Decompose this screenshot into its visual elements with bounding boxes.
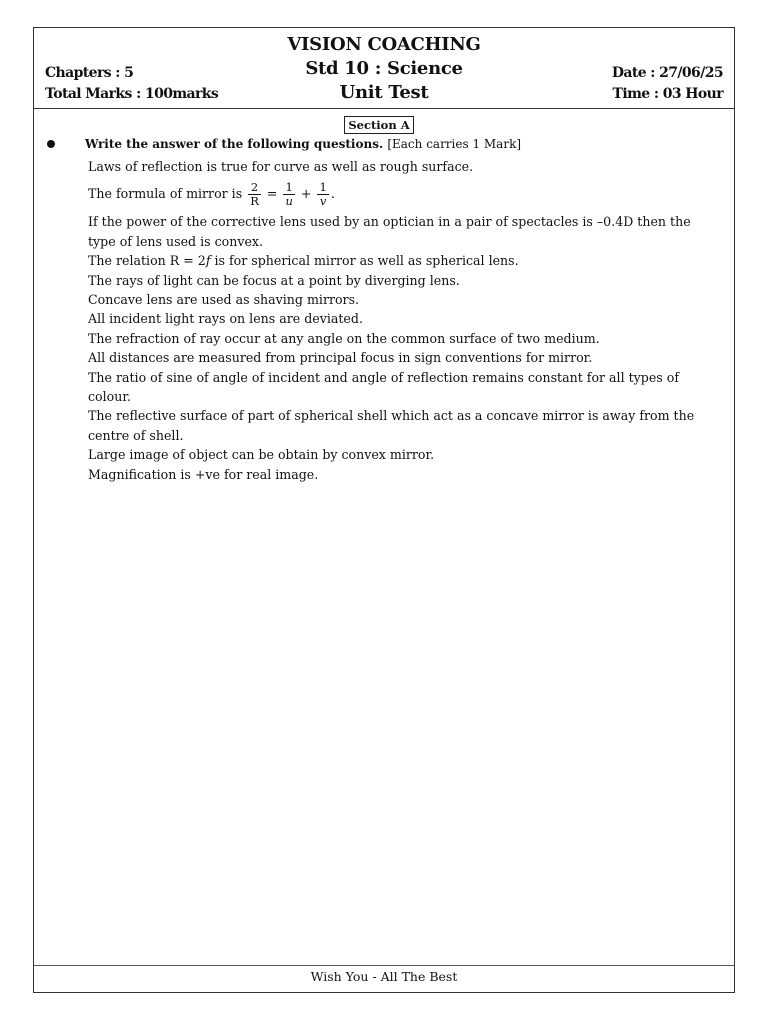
question-item-relation xyxy=(88,251,712,270)
relation-variable: f xyxy=(205,253,211,269)
relation-suffix: is for spherical mirror as well as spherical lens. xyxy=(210,253,519,269)
section-label: Section A xyxy=(344,116,414,134)
standard-subject: Std 10 : Science xyxy=(305,58,463,79)
question-item: The ratio of sine of angle of incident and angle of reflection remains constant for all types of colour. xyxy=(88,369,680,405)
question-item: Magnification is +ve for real image. xyxy=(88,466,319,482)
fraction-denominator: v xyxy=(319,194,327,209)
exam-duration: Time : 03 Hour xyxy=(612,86,723,102)
equals-sign: = xyxy=(266,186,278,202)
plus-sign: + xyxy=(300,186,312,202)
question-item: The reflective surface of part of spherical shell which act as a concave mirror is away from the centre of shell. xyxy=(88,408,695,443)
exam-date: Date : 27/06/25 xyxy=(611,65,723,81)
fraction-numerator: 1 xyxy=(319,180,327,195)
question-item-formula xyxy=(88,176,712,212)
question-item: The refraction of ray occur at any angle on the common surface of two medium. xyxy=(88,330,600,346)
fraction-numerator: 1 xyxy=(283,181,294,195)
exam-paper-frame xyxy=(33,27,735,993)
marks-note: [Each carries 1 Mark] xyxy=(387,137,522,151)
formula-end: . xyxy=(330,186,335,202)
institute-name: VISION COACHING xyxy=(287,34,481,55)
question-list xyxy=(88,157,712,484)
footer-divider xyxy=(34,965,734,966)
fraction-numerator: 2 xyxy=(248,181,261,195)
question-item: Laws of reflection is true for curve as well as rough surface. xyxy=(88,159,474,174)
chapters-count: Chapters : 5 xyxy=(45,65,134,81)
question-item: All incident light rays on lens are deviated. xyxy=(88,311,363,327)
formula-prefix: The formula of mirror is xyxy=(88,186,243,202)
total-marks: Total Marks : 100marks xyxy=(45,86,219,102)
question-item: If the power of the corrective lens used by an optician in a pair of spectacles is –0.4D then the type of lens used is convex. xyxy=(88,214,691,249)
question-item: The rays of light can be focus at a point by diverging lens. xyxy=(88,272,460,288)
question-item: Concave lens are used as shaving mirrors. xyxy=(88,292,360,308)
fraction-1-over-u xyxy=(283,181,294,208)
fraction-denominator: u xyxy=(285,194,293,209)
test-title: Unit Test xyxy=(339,82,429,103)
section-instruction xyxy=(85,137,521,151)
fraction-denominator: R xyxy=(250,194,259,209)
question-item: All distances are measured from principal focus in sign conventions for mirror. xyxy=(88,350,593,366)
question-item: Large image of object can be obtain by convex mirror. xyxy=(88,447,435,463)
fraction-1-over-v xyxy=(317,181,328,208)
header-divider xyxy=(34,108,734,109)
bullet-icon xyxy=(47,140,55,148)
instruction-text: Write the answer of the following questions. xyxy=(85,137,384,151)
relation-prefix: The relation R = 2 xyxy=(88,253,206,269)
fraction-2-over-r xyxy=(248,181,261,208)
footer-message: Wish You - All The Best xyxy=(310,969,458,984)
